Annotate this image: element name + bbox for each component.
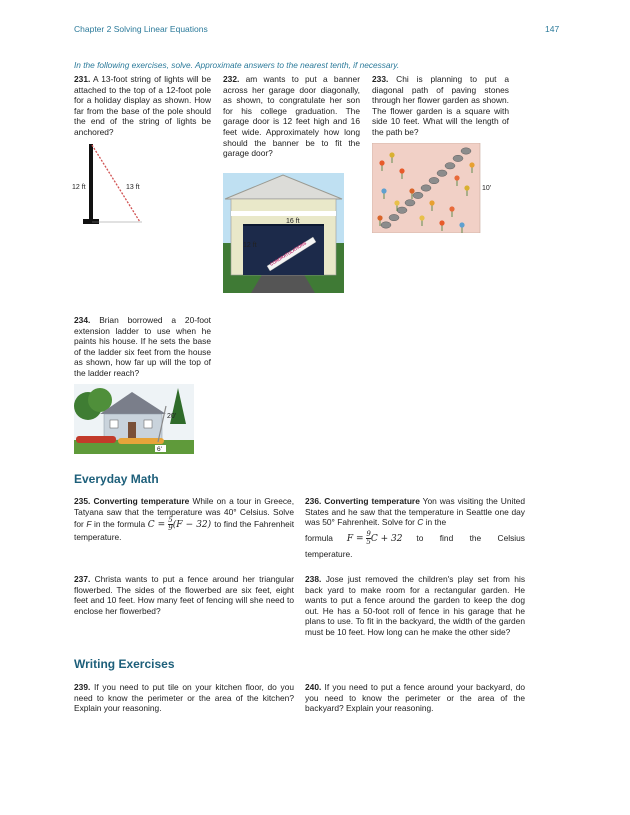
- formula-line: [305, 531, 525, 546]
- exercise-231: [74, 74, 211, 138]
- flower: [389, 152, 394, 157]
- exercise-234: [74, 315, 211, 379]
- flower: [377, 215, 382, 220]
- exercise-238: [305, 574, 525, 638]
- paving-stone: [421, 185, 431, 191]
- ladder-length-label: 20': [167, 413, 177, 420]
- flower: [429, 200, 434, 205]
- paving-stone: [429, 177, 439, 183]
- pole-figure: [70, 138, 150, 228]
- formula-rhs: C + 32: [370, 533, 403, 544]
- exercise-text: in the formula: [94, 519, 146, 530]
- exercise-239: [74, 682, 294, 714]
- exercise-text: Christa wants to put a fence around her triangular flowerbed. The sides of the flowerbed are six feet, eight feet and 10 feet. How many feet of fencing will she need to enclose her flowerbed?: [74, 574, 295, 616]
- paving-stone: [405, 200, 415, 206]
- exercise-number: 234.: [74, 315, 91, 325]
- string-length-label: 13 ft: [126, 184, 140, 191]
- flower: [394, 200, 399, 205]
- exercise-number: 238.: [305, 574, 322, 584]
- paving-stone: [413, 192, 423, 198]
- flower: [464, 185, 469, 190]
- variable: F: [86, 519, 92, 530]
- formula-rhs: (F − 32): [172, 520, 212, 531]
- formula: [347, 531, 403, 546]
- exercise-text: If you need to put tile on your kitchen floor, do you need to know the perimeter or the area of the kitchen? Explain your reasoning.: [74, 682, 295, 714]
- exercise-text: Yon was visiting the United States and he saw that the temperature in Seattle one day was 50° Fahrenheit. Solve for: [305, 496, 525, 528]
- exercise-text: Brian borrowed a 20-foot extension ladder to use when he paints his house. If he sets the base of the ladder six feet from the house as shown, how far up will the top of the ladder reach?: [74, 315, 211, 378]
- paving-stone: [445, 163, 455, 169]
- paving-stone: [389, 214, 399, 220]
- flower: [399, 168, 404, 173]
- flower: [409, 188, 414, 193]
- formula-lhs: F =: [346, 533, 364, 544]
- exercise-240: [305, 682, 525, 714]
- flower: [454, 175, 459, 180]
- section-everyday-math: Everyday Math: [74, 472, 159, 486]
- paving-stone: [397, 207, 407, 213]
- house-figure: [74, 384, 194, 454]
- chapter-header: Chapter 2 Solving Linear Equations: [74, 24, 208, 34]
- flower: [379, 160, 384, 165]
- exercise-title: Converting temperature: [93, 496, 190, 506]
- exercise-text: temperature.: [305, 548, 353, 559]
- exercise-235: [74, 496, 294, 543]
- flower: [449, 206, 454, 211]
- pole-height-label: 12 ft: [72, 184, 86, 191]
- flower: [469, 162, 474, 167]
- flower: [381, 188, 386, 193]
- numerator: 5: [168, 516, 173, 525]
- exercise-236: [305, 496, 525, 559]
- garage-width-label: 16 ft: [286, 218, 300, 225]
- denominator: 5: [366, 537, 371, 546]
- exercise-text: am wants to put a banner across her garage door diagonally, as shown, to congratulate her son for his college graduation. The garage door is 12 feet high and 16 feet wide. Approximately how long should the banner be to fit the garage door?: [223, 74, 361, 159]
- section-writing-exercises: Writing Exercises: [74, 657, 175, 671]
- exercise-text: While on a tour in Greece, Tatyana saw that the temperature was 40° Celsius. Solve for: [74, 496, 295, 530]
- exercise-text: Jose just removed the children's play set from his back yard to make room for a rectangular garden. He wants to put a fence around the garden to keep the dog out. He has a 50-foot roll of fence in his garage that he plans to use. To fit in the backyard, the width of the garden must be 10 feet. How long can he make the other side?: [305, 574, 526, 637]
- exercise-text: A 13-foot string of lights will be attached to the top of a 12-foot pole for a holiday display as shown. How far from the base of the pole should the end of the string of lights be anchored?: [74, 74, 211, 137]
- banner-text: CONGRATULATIONS: [268, 240, 308, 267]
- exercise-number: 237.: [74, 574, 91, 584]
- exercise-232: [223, 74, 360, 159]
- flower: [439, 220, 444, 225]
- exercise-instructions: In the following exercises, solve. Approximate answers to the nearest tenth, if necessary.: [74, 60, 400, 70]
- formula-lhs: C =: [147, 520, 166, 531]
- flower: [459, 222, 464, 227]
- door: [128, 422, 136, 440]
- denominator: 9: [168, 524, 173, 533]
- flower-bush: [76, 436, 116, 443]
- exercise-233: [372, 74, 509, 138]
- garage-door: [243, 225, 324, 275]
- trim: [231, 211, 336, 216]
- exercise-text: to find the Fahrenheit temperature.: [74, 519, 295, 543]
- exercise-number: 231.: [74, 74, 91, 84]
- variable: C: [417, 517, 424, 528]
- exercise-text: If you need to put a fence around your backyard, do you need to know the perimeter or the area of the backyard? Explain your reasoning.: [305, 682, 526, 714]
- page-number: 147: [545, 24, 560, 34]
- window: [144, 420, 152, 428]
- paving-stone: [453, 155, 463, 161]
- exercise-number: 236.: [305, 496, 322, 506]
- garden-side-label: 10': [482, 185, 492, 192]
- formula: [147, 516, 215, 533]
- exercise-title: Converting temperature: [324, 496, 420, 506]
- flower: [419, 215, 424, 220]
- formula-word: formula: [305, 532, 333, 543]
- exercise-number: 233.: [372, 74, 389, 84]
- garden-figure: [372, 143, 497, 233]
- exercise-number: 239.: [74, 682, 91, 692]
- exercise-text: Chi is planning to put a diagonal path of paving stones through her flower garden as shown. The flower garden is a square with side 10 feet. What will the length of the path be?: [372, 74, 510, 137]
- window: [110, 420, 118, 428]
- paving-stone: [437, 170, 447, 176]
- pole: [89, 144, 93, 222]
- garage-figure: [223, 173, 344, 293]
- exercise-text: to find the Celsius: [416, 532, 525, 543]
- exercise-text: in the: [425, 517, 447, 528]
- garage-height-label: 12 ft: [243, 242, 257, 249]
- numerator: 9: [366, 529, 371, 538]
- exercise-237: [74, 574, 294, 616]
- paving-stone: [461, 148, 471, 154]
- exercise-number: 240.: [305, 682, 322, 692]
- pole-base: [83, 219, 99, 224]
- flower-bush: [118, 438, 164, 444]
- exercise-number: 232.: [223, 74, 240, 84]
- paving-stone: [381, 222, 391, 228]
- exercise-number: 235.: [74, 496, 91, 506]
- ladder-base-label: 6': [157, 446, 162, 453]
